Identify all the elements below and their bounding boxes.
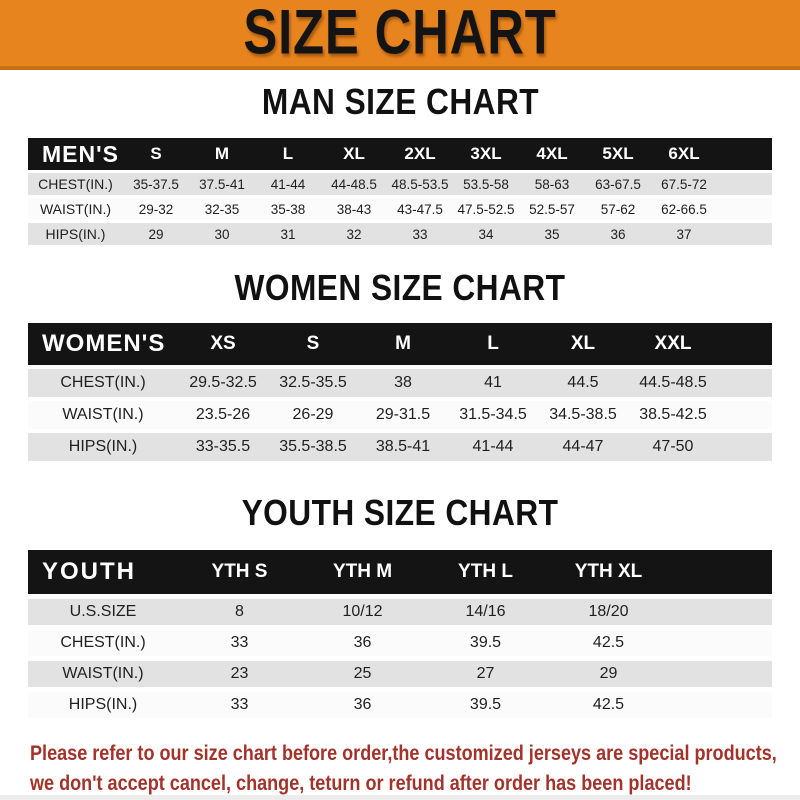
size-column-header: YTH S [178, 550, 301, 594]
size-value-cell: 57-62 [585, 198, 651, 220]
size-value-cell: 29.5-32.5 [178, 369, 268, 397]
man-size-section [0, 81, 800, 248]
size-value-cell: 14/16 [424, 599, 547, 625]
spacer-cell [670, 599, 772, 625]
size-value-cell: 23.5-26 [178, 401, 268, 429]
size-value-cell: 58-63 [519, 173, 585, 195]
size-value-cell: 42.5 [547, 692, 670, 718]
measurement-row [28, 661, 772, 687]
measurement-row [28, 369, 772, 397]
size-value-cell: 25 [301, 661, 424, 687]
size-value-cell: 38-43 [321, 198, 387, 220]
size-value-cell: 33-35.5 [178, 433, 268, 461]
spacer-cell [670, 661, 772, 687]
size-value-cell: 62-66.5 [651, 198, 717, 220]
size-value-cell: 31 [255, 223, 321, 245]
size-value-cell: 67.5-72 [651, 173, 717, 195]
size-value-cell: 33 [178, 630, 301, 656]
size-value-cell: 36 [301, 692, 424, 718]
size-value-cell: 47.5-52.5 [453, 198, 519, 220]
size-value-cell: 39.5 [424, 630, 547, 656]
size-column-header: 2XL [387, 138, 453, 170]
spacer-cell [718, 369, 772, 397]
size-value-cell: 32.5-35.5 [268, 369, 358, 397]
size-header-row [28, 138, 772, 170]
size-value-cell: 29 [547, 661, 670, 687]
women-size-table [28, 319, 772, 465]
banner-title: SIZE CHART [243, 0, 557, 68]
size-value-cell: 29-32 [123, 198, 189, 220]
size-value-cell: 33 [178, 692, 301, 718]
size-chart-banner [0, 0, 800, 70]
spacer-cell [670, 630, 772, 656]
size-column-header: 3XL [453, 138, 519, 170]
spacer-cell [670, 550, 772, 594]
size-value-cell: 44.5 [538, 369, 628, 397]
measurement-row [28, 401, 772, 429]
size-value-cell: 35 [519, 223, 585, 245]
spacer-cell [717, 173, 772, 195]
row-label: HIPS(IN.) [28, 692, 178, 718]
spacer-cell [717, 198, 772, 220]
size-column-header: M [189, 138, 255, 170]
disclaimer-line-2: we don't accept cancel, change, teturn or refund after order has been placed! [30, 772, 692, 795]
measurement-row [28, 223, 772, 245]
size-value-cell: 35-38 [255, 198, 321, 220]
row-label: HIPS(IN.) [28, 433, 178, 461]
spacer-cell [717, 138, 772, 170]
table-corner-label: YOUTH [28, 550, 178, 594]
size-column-header: S [123, 138, 189, 170]
size-value-cell: 52.5-57 [519, 198, 585, 220]
row-label: WAIST(IN.) [28, 661, 178, 687]
row-label: HIPS(IN.) [28, 223, 123, 245]
size-value-cell: 44.5-48.5 [628, 369, 718, 397]
spacer-cell [718, 323, 772, 365]
size-value-cell: 38 [358, 369, 448, 397]
size-column-header: S [268, 323, 358, 365]
size-header-row [28, 323, 772, 365]
row-label: CHEST(IN.) [28, 630, 178, 656]
measurement-row [28, 692, 772, 718]
size-value-cell: 33 [387, 223, 453, 245]
measurement-row [28, 599, 772, 625]
size-column-header: YTH XL [547, 550, 670, 594]
row-label: WAIST(IN.) [28, 401, 178, 429]
size-column-header: YTH L [424, 550, 547, 594]
size-value-cell: 18/20 [547, 599, 670, 625]
size-value-cell: 44-48.5 [321, 173, 387, 195]
size-value-cell: 53.5-58 [453, 173, 519, 195]
women-size-section [0, 267, 800, 465]
size-column-header: XXL [628, 323, 718, 365]
women-size-chart-heading: WOMEN SIZE CHART [234, 267, 566, 308]
row-label: CHEST(IN.) [28, 369, 178, 397]
disclaimer-line-1: Please refer to our size chart before order,the customized jerseys are special products, [30, 742, 777, 765]
youth-size-table [28, 545, 772, 723]
man-size-chart-heading: MAN SIZE CHART [261, 81, 539, 122]
row-label: U.S.SIZE [28, 599, 178, 625]
size-value-cell: 34 [453, 223, 519, 245]
size-column-header: 5XL [585, 138, 651, 170]
size-value-cell: 44-47 [538, 433, 628, 461]
measurement-row [28, 630, 772, 656]
size-value-cell: 10/12 [301, 599, 424, 625]
youth-size-section [0, 492, 800, 723]
measurement-row [28, 433, 772, 461]
size-value-cell: 27 [424, 661, 547, 687]
size-column-header: L [255, 138, 321, 170]
row-label: WAIST(IN.) [28, 198, 123, 220]
size-value-cell: 41-44 [255, 173, 321, 195]
size-column-header: 4XL [519, 138, 585, 170]
size-column-header: XL [538, 323, 628, 365]
size-value-cell: 23 [178, 661, 301, 687]
size-value-cell: 36 [585, 223, 651, 245]
size-value-cell: 47-50 [628, 433, 718, 461]
order-disclaimer [30, 739, 800, 799]
size-value-cell: 37.5-41 [189, 173, 255, 195]
size-header-row [28, 550, 772, 594]
size-column-header: 6XL [651, 138, 717, 170]
size-value-cell: 32 [321, 223, 387, 245]
size-value-cell: 8 [178, 599, 301, 625]
size-value-cell: 35.5-38.5 [268, 433, 358, 461]
youth-size-chart-heading: YOUTH SIZE CHART [241, 492, 559, 533]
size-value-cell: 29-31.5 [358, 401, 448, 429]
size-value-cell: 42.5 [547, 630, 670, 656]
size-value-cell: 35-37.5 [123, 173, 189, 195]
size-value-cell: 30 [189, 223, 255, 245]
size-value-cell: 63-67.5 [585, 173, 651, 195]
size-value-cell: 31.5-34.5 [448, 401, 538, 429]
spacer-cell [717, 223, 772, 245]
table-corner-label: MEN'S [28, 138, 123, 170]
size-value-cell: 43-47.5 [387, 198, 453, 220]
size-column-header: L [448, 323, 538, 365]
size-value-cell: 41 [448, 369, 538, 397]
spacer-cell [718, 401, 772, 429]
size-value-cell: 38.5-42.5 [628, 401, 718, 429]
measurement-row [28, 198, 772, 220]
size-value-cell: 36 [301, 630, 424, 656]
size-value-cell: 48.5-53.5 [387, 173, 453, 195]
size-column-header: XL [321, 138, 387, 170]
size-value-cell: 26-29 [268, 401, 358, 429]
size-value-cell: 41-44 [448, 433, 538, 461]
size-column-header: XS [178, 323, 268, 365]
bottom-edge-divider [0, 795, 800, 800]
spacer-cell [718, 433, 772, 461]
row-label: CHEST(IN.) [28, 173, 123, 195]
table-corner-label: WOMEN'S [28, 323, 178, 365]
spacer-cell [670, 692, 772, 718]
size-column-header: YTH M [301, 550, 424, 594]
measurement-row [28, 173, 772, 195]
size-value-cell: 37 [651, 223, 717, 245]
size-value-cell: 29 [123, 223, 189, 245]
men-size-table [28, 135, 772, 248]
size-value-cell: 32-35 [189, 198, 255, 220]
size-column-header: M [358, 323, 448, 365]
size-value-cell: 34.5-38.5 [538, 401, 628, 429]
size-value-cell: 39.5 [424, 692, 547, 718]
size-value-cell: 38.5-41 [358, 433, 448, 461]
